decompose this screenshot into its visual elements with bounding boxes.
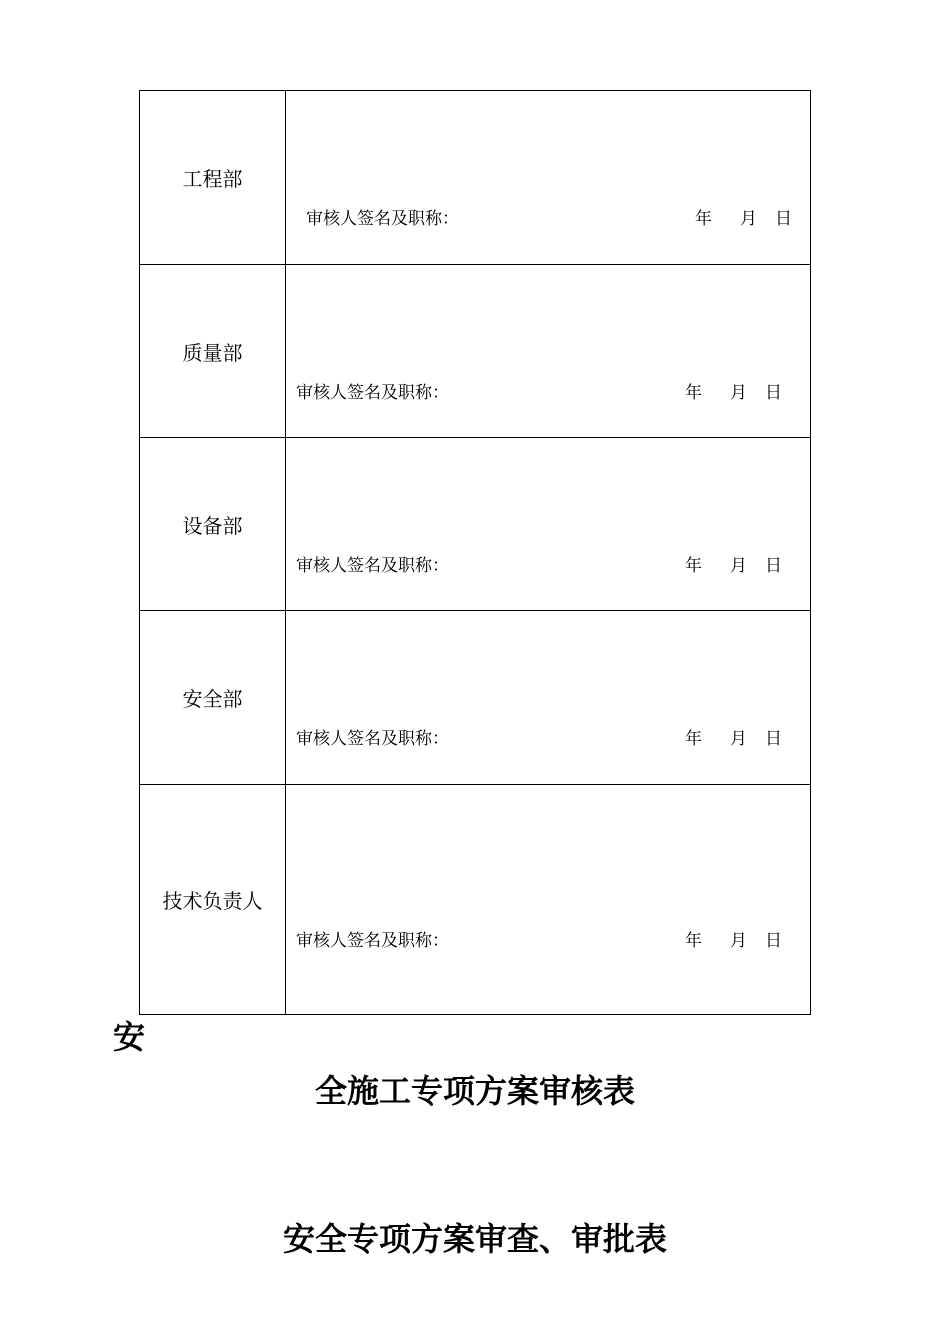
date-group [685,378,782,403]
table-row [140,785,811,1015]
date-day: 日 [775,209,792,229]
date-month: 月 [730,383,747,403]
dept-cell: 安全部 [140,611,286,785]
dept-cell: 质量部 [140,265,286,438]
review-table [139,90,811,1015]
dept-cell: 设备部 [140,438,286,611]
table-row [140,91,811,265]
date-month: 月 [730,729,747,749]
review-content-cell [286,438,811,611]
signature-label: 审核人签名及职称： [296,556,449,576]
date-group [695,204,792,229]
review-content-cell [286,611,811,785]
signature-label: 审核人签名及职称： [296,931,449,951]
approval-form-title: 安全专项方案审查、审批表 [282,1220,667,1258]
signature-label: 审核人签名及职称： [296,729,449,749]
date-day: 日 [765,556,782,576]
review-content-cell [286,91,811,265]
signature-label: 审核人签名及职称： [296,383,449,403]
signature-line [296,378,782,403]
dept-cell: 技术负责人 [140,785,286,1015]
dept-cell: 工程部 [140,91,286,265]
review-content-cell [286,265,811,438]
table-row [140,611,811,785]
review-content-cell [286,785,811,1015]
date-year: 年 [685,556,702,576]
date-day: 日 [765,931,782,951]
date-group [685,926,782,951]
date-month: 月 [730,556,747,576]
review-form-title: 全施工专项方案审核表 [314,1072,635,1110]
date-year: 年 [685,729,702,749]
date-day: 日 [765,729,782,749]
date-day: 日 [765,383,782,403]
table-row [140,438,811,611]
date-year: 年 [685,931,702,951]
signature-line [296,551,782,576]
date-month: 月 [730,931,747,951]
date-group [685,551,782,576]
stray-heading-char: 安 [113,1018,146,1056]
date-year: 年 [685,383,702,403]
date-year: 年 [695,209,712,229]
date-group [685,724,782,749]
signature-label: 审核人签名及职称： [306,209,459,229]
table-row [140,265,811,438]
signature-line [296,926,782,951]
signature-line [306,204,792,229]
signature-line [296,724,782,749]
date-month: 月 [740,209,757,229]
